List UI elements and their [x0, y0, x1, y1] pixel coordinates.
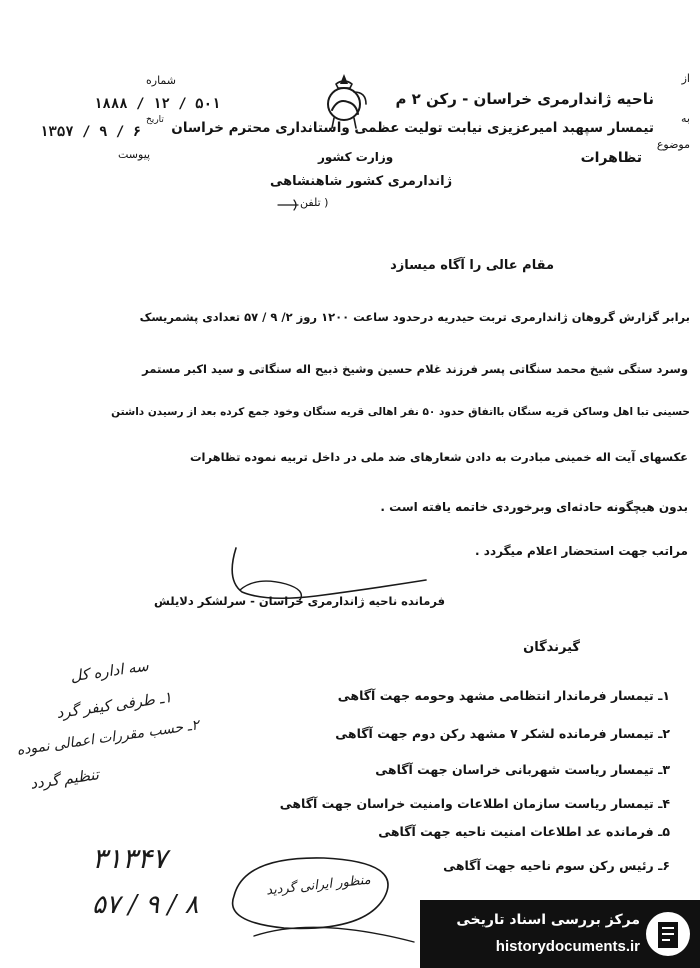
subject-value: تظاهرات: [580, 150, 642, 166]
archive-logo-icon: [644, 908, 692, 960]
handwritten-bottom-note: منظور ایرانی گردید: [265, 872, 372, 899]
recipient-item-5: ۵ـ فرمانده عد اطلاعات امنیت ناحیه جهت آگاهی: [378, 824, 670, 839]
ministry-name: وزارت کشور: [318, 150, 394, 164]
handwritten-note-4: تنظیم گردد: [29, 765, 100, 793]
body-line-3: حسینی تبا اهل وساکن قریه سنگان بااتفاق حدود ۵۰ نفر اهالی قریه سنگان وخود جمع کرده بعد از رسیدن داشتن: [111, 406, 690, 418]
watermark-url: historydocuments.ir: [495, 938, 640, 955]
body-line-1: برابر گزارش گروهان ژاندارمری تربت حیدریه درحدود ساعت ۱۲۰۰ روز ۲/ ۹ / ۵۷ تعدادی پشمریسک: [139, 310, 690, 324]
to-line: تیمسار سپهبد امیرعزیزی نیابت تولیت عظمی واستانداری محترم خراسان: [171, 120, 654, 136]
recipient-item-2: ۲ـ تیمسار فرمانده لشکر ۷ مشهد رکن دوم جهت آگاهی: [335, 726, 670, 741]
handwritten-date: ۵۷ / ۹ / ۸: [92, 890, 199, 920]
watermark-title: مرکز بررسی اسناد تاریخی: [456, 912, 640, 928]
handwritten-number: ۳۱۳۴۷: [92, 842, 168, 875]
closing-line: مراتب جهت استحضار اعلام میگردد .: [475, 544, 688, 558]
recipient-item-6: ۶ـ رئیس رکن سوم ناحیه جهت آگاهی: [443, 858, 670, 873]
recipient-item-3: ۳ـ تیمسار ریاست شهربانی خراسان جهت آگاهی: [375, 762, 670, 777]
salutation: مقام عالی را آگاه میسازد: [390, 258, 554, 273]
recipient-item-4: ۴ـ تیمسار ریاست سازمان اطلاعات وامنیت خراسان جهت آگاهی: [279, 796, 670, 811]
from-line: ناحیه ژاندارمری خراسان - رکن ۲ م: [395, 90, 654, 108]
organization-name: ژاندارمری کشور شاهنشاهی: [270, 174, 453, 189]
recipient-item-1: ۱ـ تیمسار فرماندار انتظامی مشهد وحومه جهت آگاهی: [337, 688, 670, 703]
number-value: ۱۸۸۸ / ۱۲ / ۵۰۱: [94, 96, 221, 112]
attachment-label: پیوست: [118, 148, 151, 161]
bottom-signature-loop-icon: [214, 846, 424, 946]
recipients-title: گیرندگان: [523, 640, 580, 655]
body-line-2: وسرد ستگی شیخ محمد سنگاتی پسر فرزند غلام حسین وشیخ ذبیح اله سنگاتی و سید اکبر مستمر: [142, 362, 688, 376]
handwritten-note-2: ۱ـ طرفی کیفر گرد: [55, 687, 173, 723]
phone-paren-icon: [276, 198, 300, 212]
date-label: تاریخ: [146, 115, 164, 125]
from-label: از: [681, 72, 690, 85]
recipient-label: به: [681, 112, 690, 125]
signature-block: فرمانده ناحیه ژاندارمری خراسان - سرلشکر دلایلش: [154, 594, 446, 608]
number-label: شماره: [146, 74, 177, 87]
subject-label: موضوع: [656, 138, 690, 151]
handwritten-note-1: سه اداره کل: [69, 656, 150, 686]
phone-label: ( تلفن: [300, 196, 329, 209]
body-line-5: بدون هیچگونه حادثه‌ای وبرخوردی خاتمه یافته است .: [380, 500, 688, 514]
body-line-4: عکسهای آیت اله خمینی مبادرت به دادن شعارهای ضد ملی در داخل تربیه نموده تظاهرات: [189, 450, 688, 464]
date-value: ۱۳۵۷ / ۹ / ۶: [40, 124, 142, 140]
handwritten-note-3: ۲ـ حسب مقررات اعمالی نموده: [15, 717, 201, 759]
